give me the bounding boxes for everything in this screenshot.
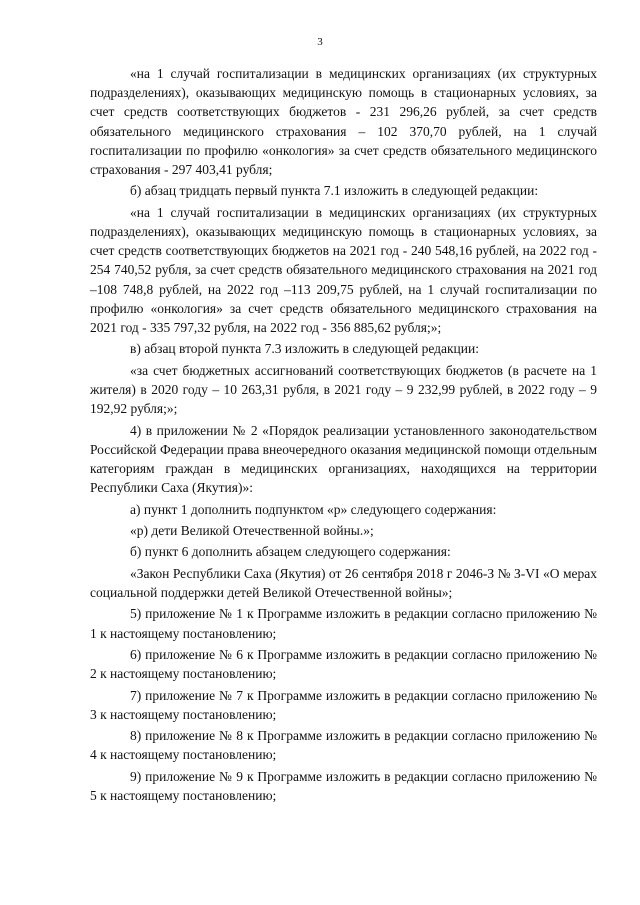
paragraph: 9) приложение № 9 к Программе изложить в редакции согласно приложению № 5 к настоящему постановлению; — [90, 768, 597, 803]
page-number: 3 — [317, 36, 323, 48]
paragraph: «на 1 случай госпитализации в медицинских организациях (их структурных подразделениях), оказывающих медицинскую помощь в стационарных условиях, за счет средств соответствующих бюджетов на 2021 год - 240 548,16 рублей, на 2022 год - 254 740,52 рубля, за счет средств обязательного медицинского страхования на 2021 год –108 748,8 рублей, на 2022 год –113 209,75 рублей, на 1 случай госпитализации по профилю «онкология» за счет средств обязательного медицинского страхования на 2021 год - 335 797,32 рубля, на 2022 год - 356 885,62 рубля;»; — [90, 204, 597, 336]
paragraph: 7) приложение № 7 к Программе изложить в редакции согласно приложению № 3 к настоящему постановлению; — [90, 687, 597, 722]
paragraph: а) пункт 1 дополнить подпунктом «р» следующего содержания: — [130, 501, 497, 517]
paragraph: «Закон Республики Саха (Якутия) от 26 сентября 2018 г 2046-З № З-VI «О мерах социальной поддержки детей Великой Отечественной войны»; — [90, 565, 597, 600]
paragraph: «р) дети Великой Отечественной войны.»; — [130, 522, 374, 538]
paragraph: 5) приложение № 1 к Программе изложить в редакции согласно приложению № 1 к настоящему постановлению; — [90, 606, 597, 641]
paragraph: б) абзац тридцать первый пункта 7.1 изложить в следующей редакции: — [130, 183, 539, 199]
paragraph: 8) приложение № 8 к Программе изложить в редакции согласно приложению № 4 к настоящему постановлению; — [90, 728, 597, 763]
paragraph: в) абзац второй пункта 7.3 изложить в следующей редакции: — [130, 341, 479, 357]
paragraph: 6) приложение № 6 к Программе изложить в редакции согласно приложению № 2 к настоящему постановлению; — [90, 646, 597, 682]
paragraph: «на 1 случай госпитализации в медицинских организациях (их структурных подразделениях), оказывающих медицинскую помощь в стационарных условиях, за счет средств соответствующих бюджетов - 231 296,26 рублей, за счет средств обязательного медицинского страхования – 102 370,70 рублей, на 1 случай госпитализации по профилю «онкология» за счет средств обязательного медицинского страхования - 297 403,41 рубля; — [90, 66, 597, 178]
paragraph: б) пункт 6 дополнить абзацем следующего содержания: — [130, 544, 451, 560]
paragraph: «за счет бюджетных ассигнований соответствующих бюджетов (в расчете на 1 жителя) в 2020 году – 10 263,31 рубля, в 2021 году – 9 232,99 рублей, в 2022 году – 9 192,92 рубля;»; — [90, 362, 597, 417]
paragraph: 4) в приложении № 2 «Порядок реализации установленного законодательством Российской Федерации права внеочередного оказания медицинской помощи отдельным категориям граждан в медицинских организациях, находящихся на территории Республики Саха (Якутия)»: — [90, 422, 597, 496]
document-body — [90, 64, 597, 807]
